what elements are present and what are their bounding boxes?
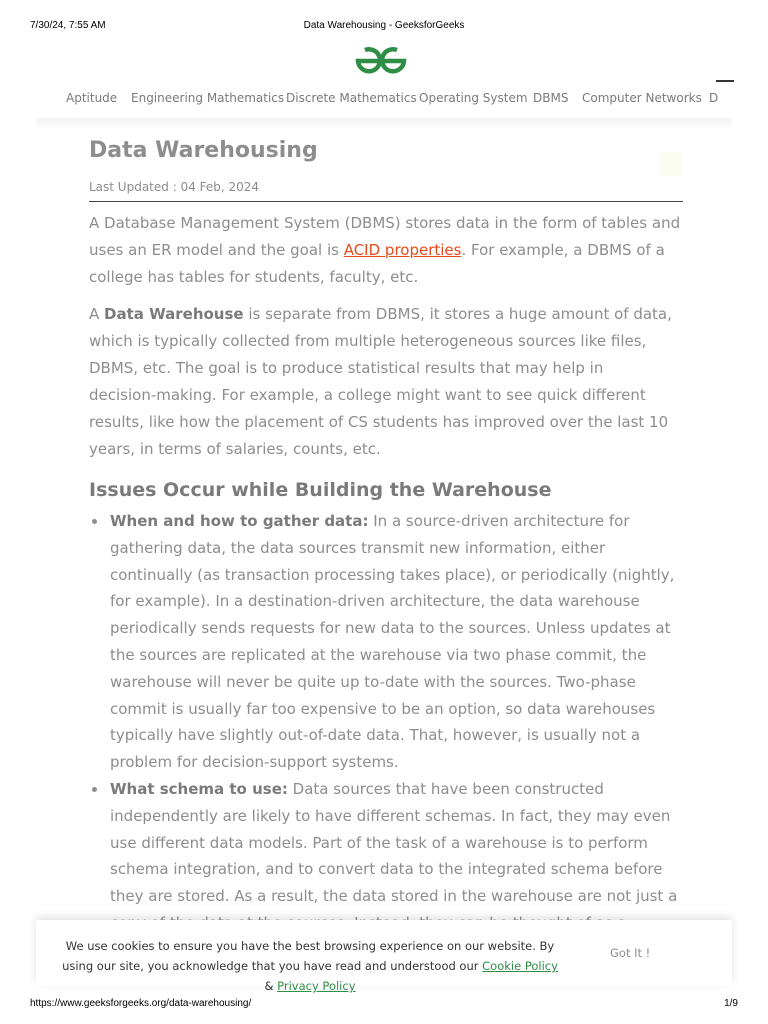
warehouse-text-before: A xyxy=(89,305,105,323)
print-url: https://www.geeksforgeeks.org/data-warehousing/ xyxy=(30,998,252,1009)
last-updated: Last Updated : 04 Feb, 2024 xyxy=(89,180,260,194)
issues-heading: Issues Occur while Building the Warehouse xyxy=(89,479,552,501)
cookie-accept-button[interactable]: Got It ! xyxy=(610,946,651,960)
cookie-amp: & xyxy=(264,979,278,993)
bullet-text-gather: In a source-driven architecture for gathering data, the data sources transmit new information, either continually (as transaction processing takes place), or periodically (nightly, for example). In a destination-driven architecture, the data warehouse periodically sends requests for new data to the sources. Unless updates at the sources are replicated at the warehouse via two phase commit, the warehouse will never be quite up to-date with the sources. Two-phase commit is usually far too expensive to be an option, so data warehouses typically have slightly out-of-date data. That, however, is usually not a problem for decision-support systems. xyxy=(110,512,675,772)
bullet-dot xyxy=(92,519,97,524)
nav-item-aptitude[interactable]: Aptitude xyxy=(66,91,118,105)
bookmark-icon[interactable] xyxy=(659,152,683,176)
title-divider xyxy=(89,201,683,202)
warehouse-term: Data Warehouse xyxy=(104,305,244,323)
intro-paragraph xyxy=(89,210,683,291)
cookie-banner xyxy=(36,920,732,993)
bullet-dot xyxy=(92,787,97,792)
acid-properties-link[interactable]: ACID properties xyxy=(343,241,462,259)
nav-item-truncated[interactable]: D xyxy=(709,91,719,105)
nav-item-operating-system[interactable]: Operating System xyxy=(419,91,528,105)
bullet-heading-schema: What schema to use: xyxy=(110,780,288,798)
top-nav xyxy=(0,88,768,110)
nav-item-engineering-mathematics[interactable]: Engineering Mathematics xyxy=(131,91,285,105)
menu-icon[interactable] xyxy=(716,80,734,82)
list-item xyxy=(110,508,685,776)
cookie-text xyxy=(60,936,560,996)
list-item xyxy=(110,776,685,937)
gfg-logo-icon[interactable] xyxy=(352,44,410,78)
print-page-number: 1/9 xyxy=(724,998,738,1009)
nav-item-discrete-mathematics[interactable]: Discrete Mathematics xyxy=(286,91,417,105)
print-header xyxy=(0,16,768,34)
intro-text-before: A Database Management System (DBMS) stores data in the form of tables and uses an ER model and the goal is xyxy=(89,214,681,259)
nav-shadow xyxy=(36,118,732,130)
print-footer xyxy=(0,996,768,1014)
article-title: Data Warehousing xyxy=(89,138,318,163)
nav-item-dbms[interactable]: DBMS xyxy=(533,91,569,105)
warehouse-text-after: is separate from DBMS, it stores a huge amount of data, which is typically collected from multiple heterogeneous sources like files, DBMS, etc. The goal is to produce statistical results that may help in decision-making. For example, a college might want to see quick different results, like how the placement of CS students has improved over the last 10 years, in terms of salaries, counts, etc. xyxy=(89,305,672,458)
print-datetime: 7/30/24, 7:55 AM xyxy=(30,20,106,31)
bullet-heading-gather: When and how to gather data: xyxy=(110,512,369,530)
privacy-policy-link[interactable]: Privacy Policy xyxy=(277,979,356,993)
intro-text-after: . For example, a DBMS of a college has tables for students, faculty, etc. xyxy=(89,241,665,286)
cookie-message: We use cookies to ensure you have the best browsing experience on our website. By using our site, you acknowledge that you have read and understood our xyxy=(62,939,555,973)
warehouse-paragraph xyxy=(89,301,672,463)
print-page-title: Data Warehousing - GeeksforGeeks xyxy=(303,20,465,31)
cookie-policy-link[interactable]: Cookie Policy xyxy=(482,959,558,973)
bullet-text-schema: Data sources that have been constructed independently are likely to have different schemas. In fact, they may even use different data models. Part of the task of a warehouse is to perform schema integration, and to convert data to the integrated schema before they are stored. As a result, the data stored in the warehouse are not just a xyxy=(110,780,678,906)
nav-item-computer-networks[interactable]: Computer Networks xyxy=(582,91,702,105)
